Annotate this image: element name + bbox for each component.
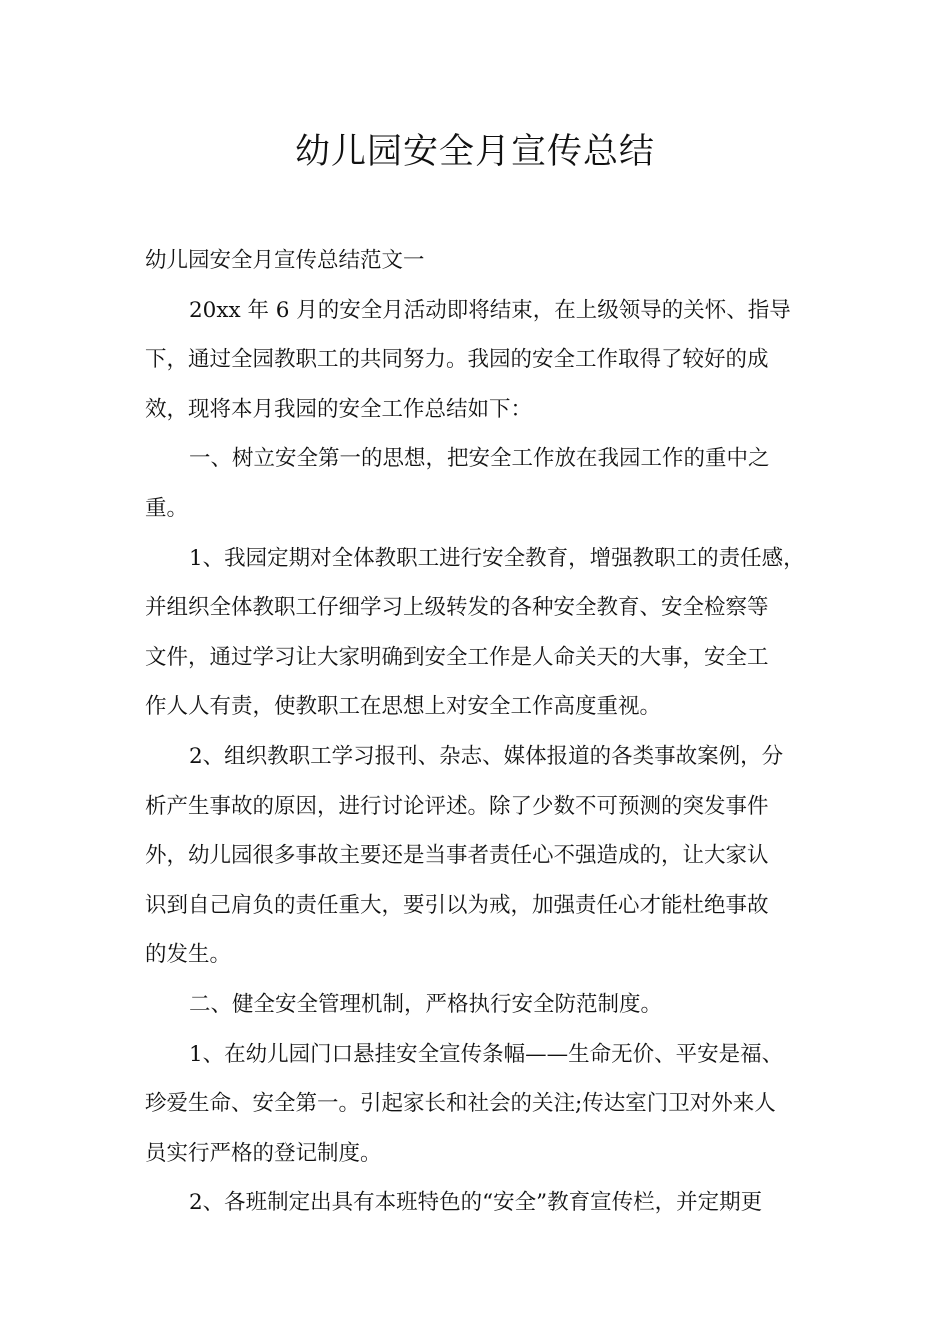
body-line: 并组织全体教职工仔细学习上级转发的各种安全教育、安全检察等 — [145, 595, 769, 621]
body-line: 外，幼儿园很多事故主要还是当事者责任心不强造成的，让大家认 — [145, 843, 769, 869]
body-line: 下，通过全园教职工的共同努力。我园的安全工作取得了较好的成 — [145, 347, 769, 373]
body-line: 20xx 年 6 月的安全月活动即将结束，在上级领导的关怀、指导 — [189, 297, 791, 323]
body-line: 的发生。 — [145, 942, 232, 968]
body-line: 幼儿园安全月宣传总结范文一 — [145, 248, 425, 273]
body-line: 1、我园定期对全体教职工进行安全教育，增强教职工的责任感， — [189, 545, 805, 571]
body-line: 析产生事故的原因，进行讨论评述。除了少数不可预测的突发事件 — [145, 793, 769, 819]
body-line: 作人人有责，使教职工在思想上对安全工作高度重视。 — [145, 694, 662, 720]
document-body — [145, 236, 805, 1228]
body-line: 效，现将本月我园的安全工作总结如下： — [145, 396, 533, 422]
body-line: 二、健全安全管理机制，严格执行安全防范制度。 — [189, 991, 663, 1017]
body-line: 重。 — [145, 495, 189, 521]
body-line: 2、组织教职工学习报刊、杂志、媒体报道的各类事故案例，分 — [189, 743, 784, 769]
document-title: 幼儿园安全月宣传总结 — [294, 132, 655, 172]
body-line: 一、树立安全第一的思想，把安全工作放在我园工作的重中之 — [189, 446, 770, 472]
body-line: 识到自己肩负的责任重大，要引以为戒，加强责任心才能杜绝事故 — [145, 892, 769, 918]
body-line: 员实行严格的登记制度。 — [145, 1140, 382, 1166]
body-line: 文件，通过学习让大家明确到安全工作是人命关天的大事，安全工 — [145, 644, 769, 670]
body-line: 1、在幼儿园门口悬挂安全宣传条幅——生命无价、平安是福、 — [189, 1041, 784, 1067]
body-line: 2、各班制定出具有本班特色的“安全”教育宣传栏，并定期更 — [189, 1190, 763, 1216]
body-line: 珍爱生命、安全第一。引起家长和社会的关注;传达室门卫对外来人 — [145, 1091, 776, 1117]
